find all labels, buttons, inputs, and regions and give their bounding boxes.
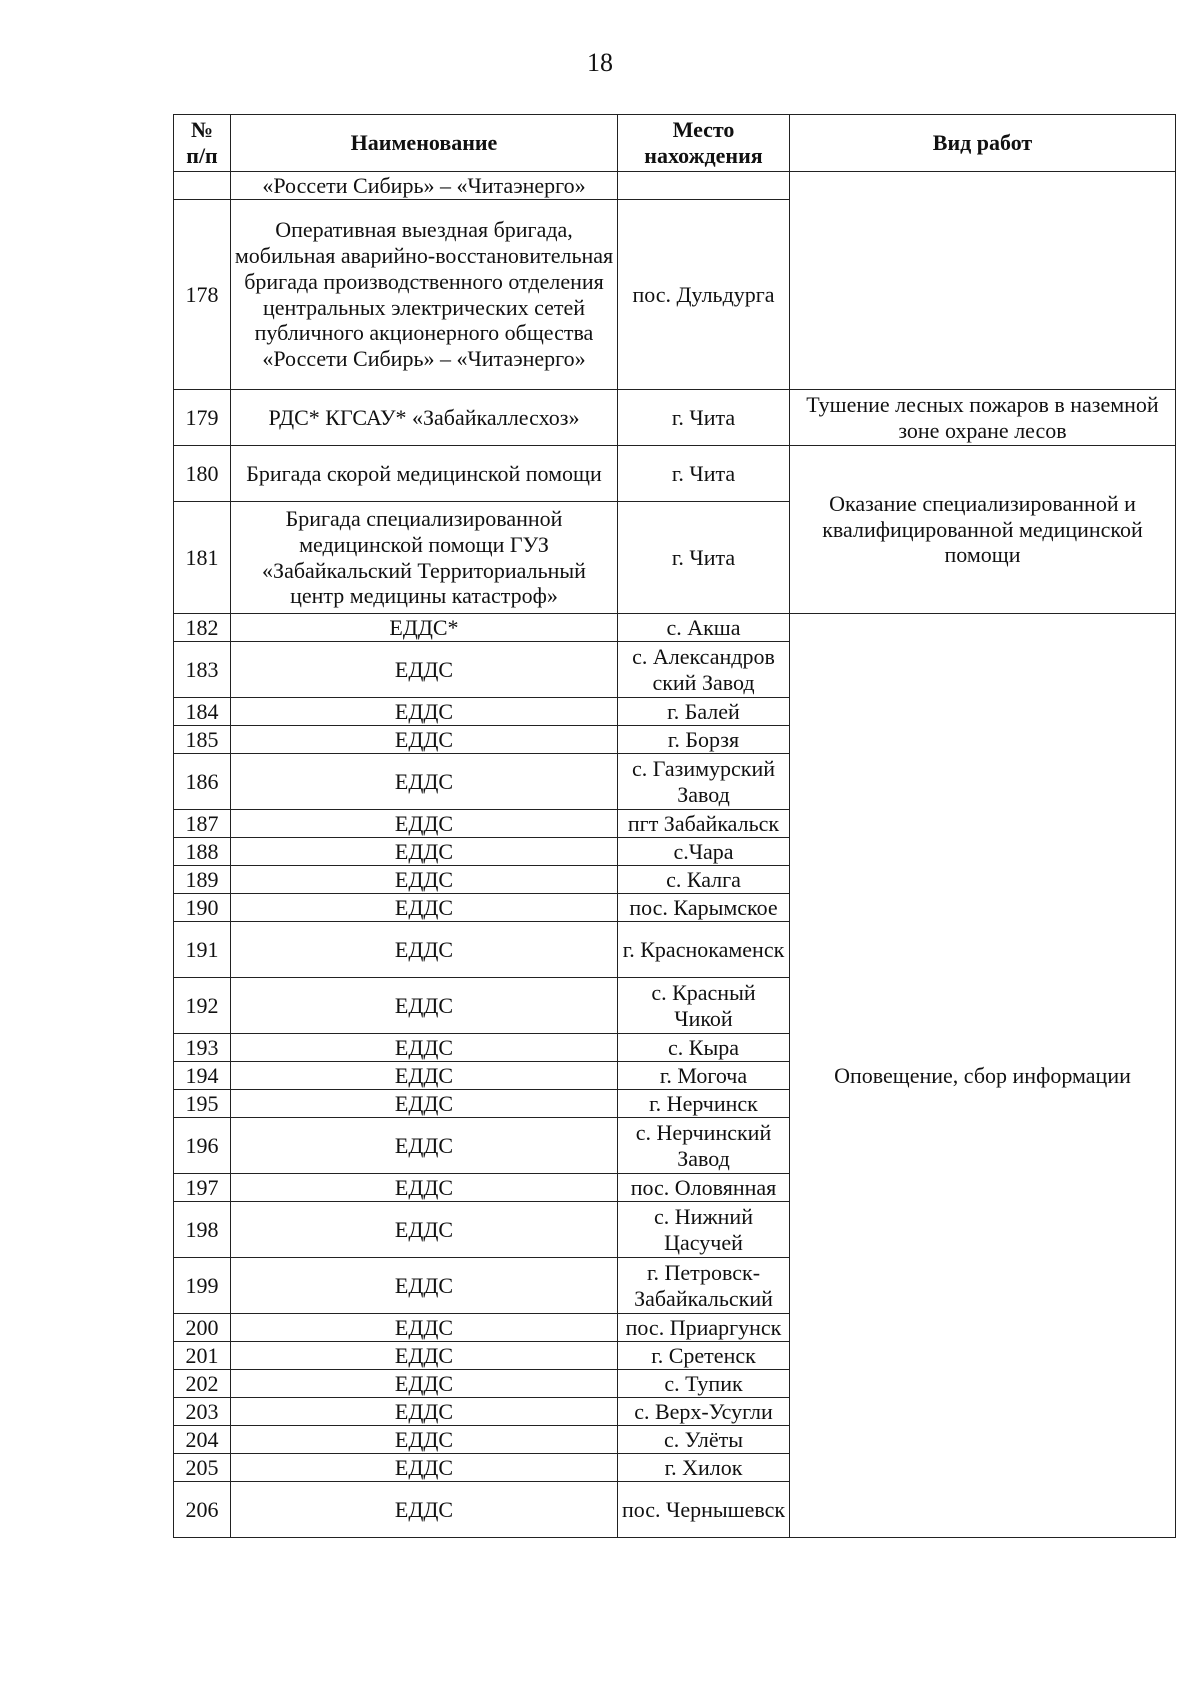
cell-work-type: Тушение лесных пожаров в наземной зоне охране лесов xyxy=(790,390,1176,446)
cell-name: «Россети Сибирь» – «Читаэнерго» xyxy=(231,172,618,200)
cell-name: ЕДДС xyxy=(231,1370,618,1398)
cell-num: 191 xyxy=(174,922,231,978)
cell-name: ЕДДС xyxy=(231,1202,618,1258)
cell-name: ЕДДС xyxy=(231,1174,618,1202)
cell-num: 186 xyxy=(174,754,231,810)
cell-num: 195 xyxy=(174,1090,231,1118)
cell-place: пос. Приаргунск xyxy=(618,1314,790,1342)
cell-place: с. Нижний Цасучей xyxy=(618,1202,790,1258)
cell-name: ЕДДС xyxy=(231,1258,618,1314)
cell-num: 203 xyxy=(174,1398,231,1426)
header-number: № п/п xyxy=(174,115,231,172)
cell-name: ЕДДС xyxy=(231,1342,618,1370)
cell-name: Бригада специализированной медицинской помощи ГУЗ «Забайкальский Территориальный центр медицины катастроф» xyxy=(231,502,618,614)
cell-name: ЕДДС xyxy=(231,866,618,894)
cell-num: 181 xyxy=(174,502,231,614)
cell-place: с. Улёты xyxy=(618,1426,790,1454)
cell-place: пос. Карымское xyxy=(618,894,790,922)
cell-num: 180 xyxy=(174,446,231,502)
cell-name: ЕДДС xyxy=(231,1398,618,1426)
cell-place: г. Борзя xyxy=(618,726,790,754)
cell-num: 179 xyxy=(174,390,231,446)
cell-name: Бригада скорой медицинской помощи xyxy=(231,446,618,502)
cell-name: ЕДДС xyxy=(231,1062,618,1090)
cell-name: ЕДДС xyxy=(231,642,618,698)
cell-name: ЕДДС xyxy=(231,894,618,922)
cell-num: 204 xyxy=(174,1426,231,1454)
cell-num xyxy=(174,172,231,200)
cell-num: 192 xyxy=(174,978,231,1034)
cell-place: с. Нерчинский Завод xyxy=(618,1118,790,1174)
cell-num: 206 xyxy=(174,1482,231,1538)
cell-num: 190 xyxy=(174,894,231,922)
cell-place: с. Калга xyxy=(618,866,790,894)
cell-num: 185 xyxy=(174,726,231,754)
cell-place: с. Верх-Усугли xyxy=(618,1398,790,1426)
cell-place: с. Кыра xyxy=(618,1034,790,1062)
cell-name: ЕДДС xyxy=(231,1090,618,1118)
cell-place: г. Нерчинск xyxy=(618,1090,790,1118)
page-number: 18 xyxy=(587,48,613,77)
cell-place: с. Акша xyxy=(618,614,790,642)
cell-num: 193 xyxy=(174,1034,231,1062)
cell-place: с. Тупик xyxy=(618,1370,790,1398)
cell-num: 178 xyxy=(174,200,231,390)
cell-num: 200 xyxy=(174,1314,231,1342)
cell-place: г. Хилок xyxy=(618,1454,790,1482)
cell-num: 196 xyxy=(174,1118,231,1174)
cell-num: 188 xyxy=(174,838,231,866)
cell-num: 205 xyxy=(174,1454,231,1482)
cell-place: г. Чита xyxy=(618,446,790,502)
cell-num: 183 xyxy=(174,642,231,698)
cell-place: пос. Дульдурга xyxy=(618,200,790,390)
cell-place: с.Чара xyxy=(618,838,790,866)
cell-place: пос. Чернышевск xyxy=(618,1482,790,1538)
cell-name: ЕДДС* xyxy=(231,614,618,642)
cell-place: г. Чита xyxy=(618,390,790,446)
cell-name: ЕДДС xyxy=(231,1426,618,1454)
table-header-row xyxy=(174,115,1176,172)
cell-place: пос. Оловянная xyxy=(618,1174,790,1202)
cell-num: 198 xyxy=(174,1202,231,1258)
cell-place xyxy=(618,172,790,200)
cell-work-type: Оповещение, сбор информации xyxy=(790,614,1176,1538)
cell-num: 197 xyxy=(174,1174,231,1202)
cell-place: г. Могоча xyxy=(618,1062,790,1090)
cell-num: 199 xyxy=(174,1258,231,1314)
table-row xyxy=(174,446,1176,502)
cell-place: с. Красный Чикой xyxy=(618,978,790,1034)
cell-name: РДС* КГСАУ* «Забайкаллесхоз» xyxy=(231,390,618,446)
cell-work-type: Оказание специализированной и квалифицированной медицинской помощи xyxy=(790,446,1176,614)
cell-num: 201 xyxy=(174,1342,231,1370)
cell-name: ЕДДС xyxy=(231,754,618,810)
cell-name: ЕДДС xyxy=(231,1454,618,1482)
cell-name: ЕДДС xyxy=(231,698,618,726)
cell-num: 189 xyxy=(174,866,231,894)
services-table xyxy=(173,114,1176,1538)
cell-place: г. Сретенск xyxy=(618,1342,790,1370)
cell-name: Оперативная выездная бригада, мобильная аварийно-восстановительная бригада производственного отделения центральных электрических сетей публичного акционерного общества «Россети Сибирь» – «Читаэнерго» xyxy=(231,200,618,390)
cell-place: пгт Забайкальск xyxy=(618,810,790,838)
table-row xyxy=(174,614,1176,642)
header-name: Наименование xyxy=(231,115,618,172)
cell-num: 202 xyxy=(174,1370,231,1398)
cell-work-type xyxy=(790,172,1176,390)
table-row xyxy=(174,390,1176,446)
cell-place: г. Чита xyxy=(618,502,790,614)
cell-place: г. Краснокаменск xyxy=(618,922,790,978)
cell-name: ЕДДС xyxy=(231,726,618,754)
cell-name: ЕДДС xyxy=(231,1314,618,1342)
cell-name: ЕДДС xyxy=(231,838,618,866)
cell-place: г. Петровск-Забайкальский xyxy=(618,1258,790,1314)
cell-name: ЕДДС xyxy=(231,1482,618,1538)
cell-place: с. Газимурский Завод xyxy=(618,754,790,810)
header-place: Место нахождения xyxy=(618,115,790,172)
cell-name: ЕДДС xyxy=(231,922,618,978)
cell-name: ЕДДС xyxy=(231,810,618,838)
cell-name: ЕДДС xyxy=(231,1034,618,1062)
header-work: Вид работ xyxy=(790,115,1176,172)
cell-place: с. Александров ский Завод xyxy=(618,642,790,698)
cell-num: 184 xyxy=(174,698,231,726)
cell-num: 187 xyxy=(174,810,231,838)
cell-num: 182 xyxy=(174,614,231,642)
cell-num: 194 xyxy=(174,1062,231,1090)
cell-name: ЕДДС xyxy=(231,1118,618,1174)
table-row xyxy=(174,172,1176,200)
cell-name: ЕДДС xyxy=(231,978,618,1034)
cell-place: г. Балей xyxy=(618,698,790,726)
